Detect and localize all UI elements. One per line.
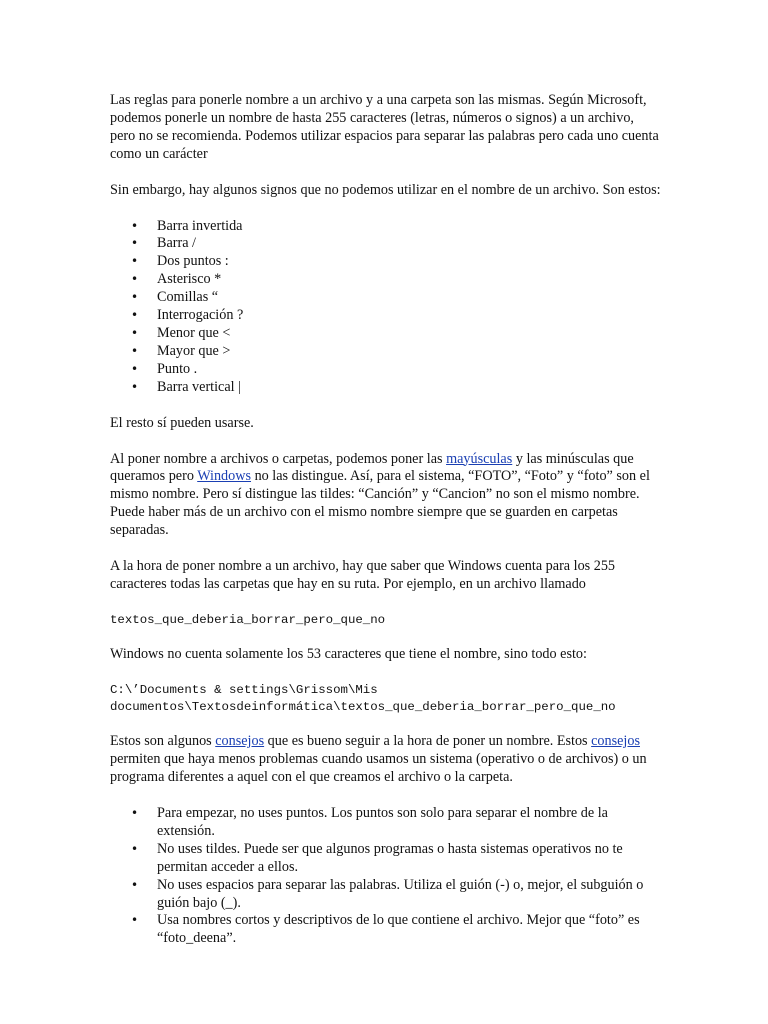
- list-item: • Barra /: [110, 235, 662, 253]
- paragraph-case-sensitivity: [110, 451, 662, 541]
- naming-tips-list: [110, 805, 662, 948]
- text-segment: y las minúsculas que queramos pero: [110, 450, 634, 485]
- list-item: • Interrogación ?: [110, 307, 662, 325]
- paragraph-forbidden-signs-intro: Sin embargo, hay algunos signos que no podemos utilizar en el nombre de un archivo. Son estos:: [110, 181, 661, 198]
- paragraph-naming-rules: Las reglas para ponerle nombre a un archivo y a una carpeta son las mismas. Según Microsoft, podemos ponerle un nombre de hasta 255 caracteres (letras, números o signos) a un archivo, pero no se recomienda. Podemos utilizar espacios para separar las palabras pero cada uno cuenta como un carácter: [110, 92, 659, 162]
- paragraph-path-count: Windows no cuenta solamente los 53 caracteres que tiene el nombre, sino todo esto:: [110, 646, 587, 663]
- list-item: • No uses tildes. Puede ser que algunos programas o hasta sistemas operativos no te permitan acceder a ellos.: [110, 841, 662, 877]
- code-example-full-path: C:\’Documents & settings\Grissom\Mis documentos\Textosdeinformática\textos_que_deberia_borrar_pero_que_no: [110, 683, 616, 714]
- list-item: • Comillas “: [110, 289, 662, 307]
- link-consejos[interactable]: consejos: [215, 733, 265, 750]
- text-segment: Estos son algunos: [110, 733, 216, 750]
- list-item: • Para empezar, no uses puntos. Los puntos son solo para separar el nombre de la extensión.: [110, 805, 662, 841]
- list-item: • Menor que <: [110, 325, 662, 343]
- code-example-filename: textos_que_deberia_borrar_pero_que_no: [110, 612, 386, 627]
- link-mayusculas[interactable]: mayúsculas: [446, 450, 513, 467]
- paragraph-tips-intro: [110, 733, 662, 787]
- text-segment: que es bueno seguir a la hora de poner un nombre. Estos: [264, 733, 592, 750]
- list-item: • Dos puntos :: [110, 253, 662, 271]
- forbidden-signs-list: [110, 218, 662, 397]
- link-windows[interactable]: Windows: [197, 468, 252, 485]
- list-item: • Asterisco *: [110, 271, 662, 289]
- list-item: • Barra vertical |: [110, 379, 662, 397]
- text-segment: no las distingue. Así, para el sistema, “FOTO”, “Foto” y “foto” son el mismo nombre. Pero sí distingue las tildes: “Canción” y “Cancion” no son el mismo nombre. Puede haber más de un archivo con el mismo nombre siempre que se guarden en carpetas separadas.: [110, 468, 650, 539]
- paragraph-rest-allowed: El resto sí pueden usarse.: [110, 414, 254, 431]
- text-segment: Al poner nombre a archivos o carpetas, podemos poner las: [110, 450, 447, 467]
- list-item: • Mayor que >: [110, 343, 662, 361]
- document-body: [110, 92, 662, 948]
- list-item: • Barra invertida: [110, 218, 662, 236]
- paragraph-path-length: A la hora de poner nombre a un archivo, hay que saber que Windows cuenta para los 255 caracteres todas las carpetas que hay en su ruta. Por ejemplo, en un archivo llamado: [110, 558, 616, 592]
- text-segment: permiten que haya menos problemas cuando usamos un sistema (operativo o de archivos) o un programa diferentes a aquel con el que creamos el archivo o la carpeta.: [110, 751, 647, 786]
- list-item: • Punto .: [110, 361, 662, 379]
- link-consejos-2[interactable]: consejos: [591, 733, 640, 750]
- list-item: • No uses espacios para separar las palabras. Utiliza el guión (-) o, mejor, el subguión o guión bajo (_).: [110, 877, 662, 913]
- list-item: • Usa nombres cortos y descriptivos de lo que contiene el archivo. Mejor que “foto” es “foto_deena”.: [110, 912, 662, 948]
